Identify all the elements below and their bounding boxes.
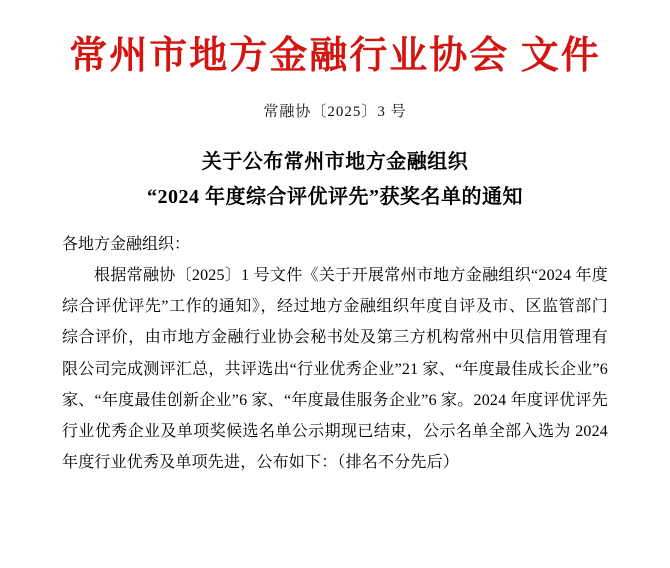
document-number: 常融协〔2025〕3 号 [263,103,407,120]
salutation: 各地方金融组织： [62,235,191,253]
title-line-2: “2024 年度综合评优评先”获奖名单的通知 [147,185,523,208]
organization-header: 常州市地方金融行业协会 文件 [69,35,601,77]
body-paragraph-1: 根据常融协〔2025〕1 号文件《关于开展常州市地方金融组织“2024 年度综合评优评先”工作的通知》，经过地方金融组织年度自评及市、区监管部门综合评价，由市地方金融行业协会秘书处及第三方机构常州中贝信用管理有限公司完成测评汇总，共评选出“行业优秀企业”21 家、“年度最佳成长企业”6 家、“年度最佳创新企业”6 家、“年度最佳服务企业”6 家。2024 年度评优评先行业优秀企业及单项奖候选名单公示期现已结束，公示名单全部入选为 2024 年度行业优秀及单项先进，公布如下：（排名不分先后） [62,266,608,472]
document-page [0,36,670,568]
document-title [62,145,608,215]
title-line-1: 关于公布常州市地方金融组织 [201,150,469,173]
